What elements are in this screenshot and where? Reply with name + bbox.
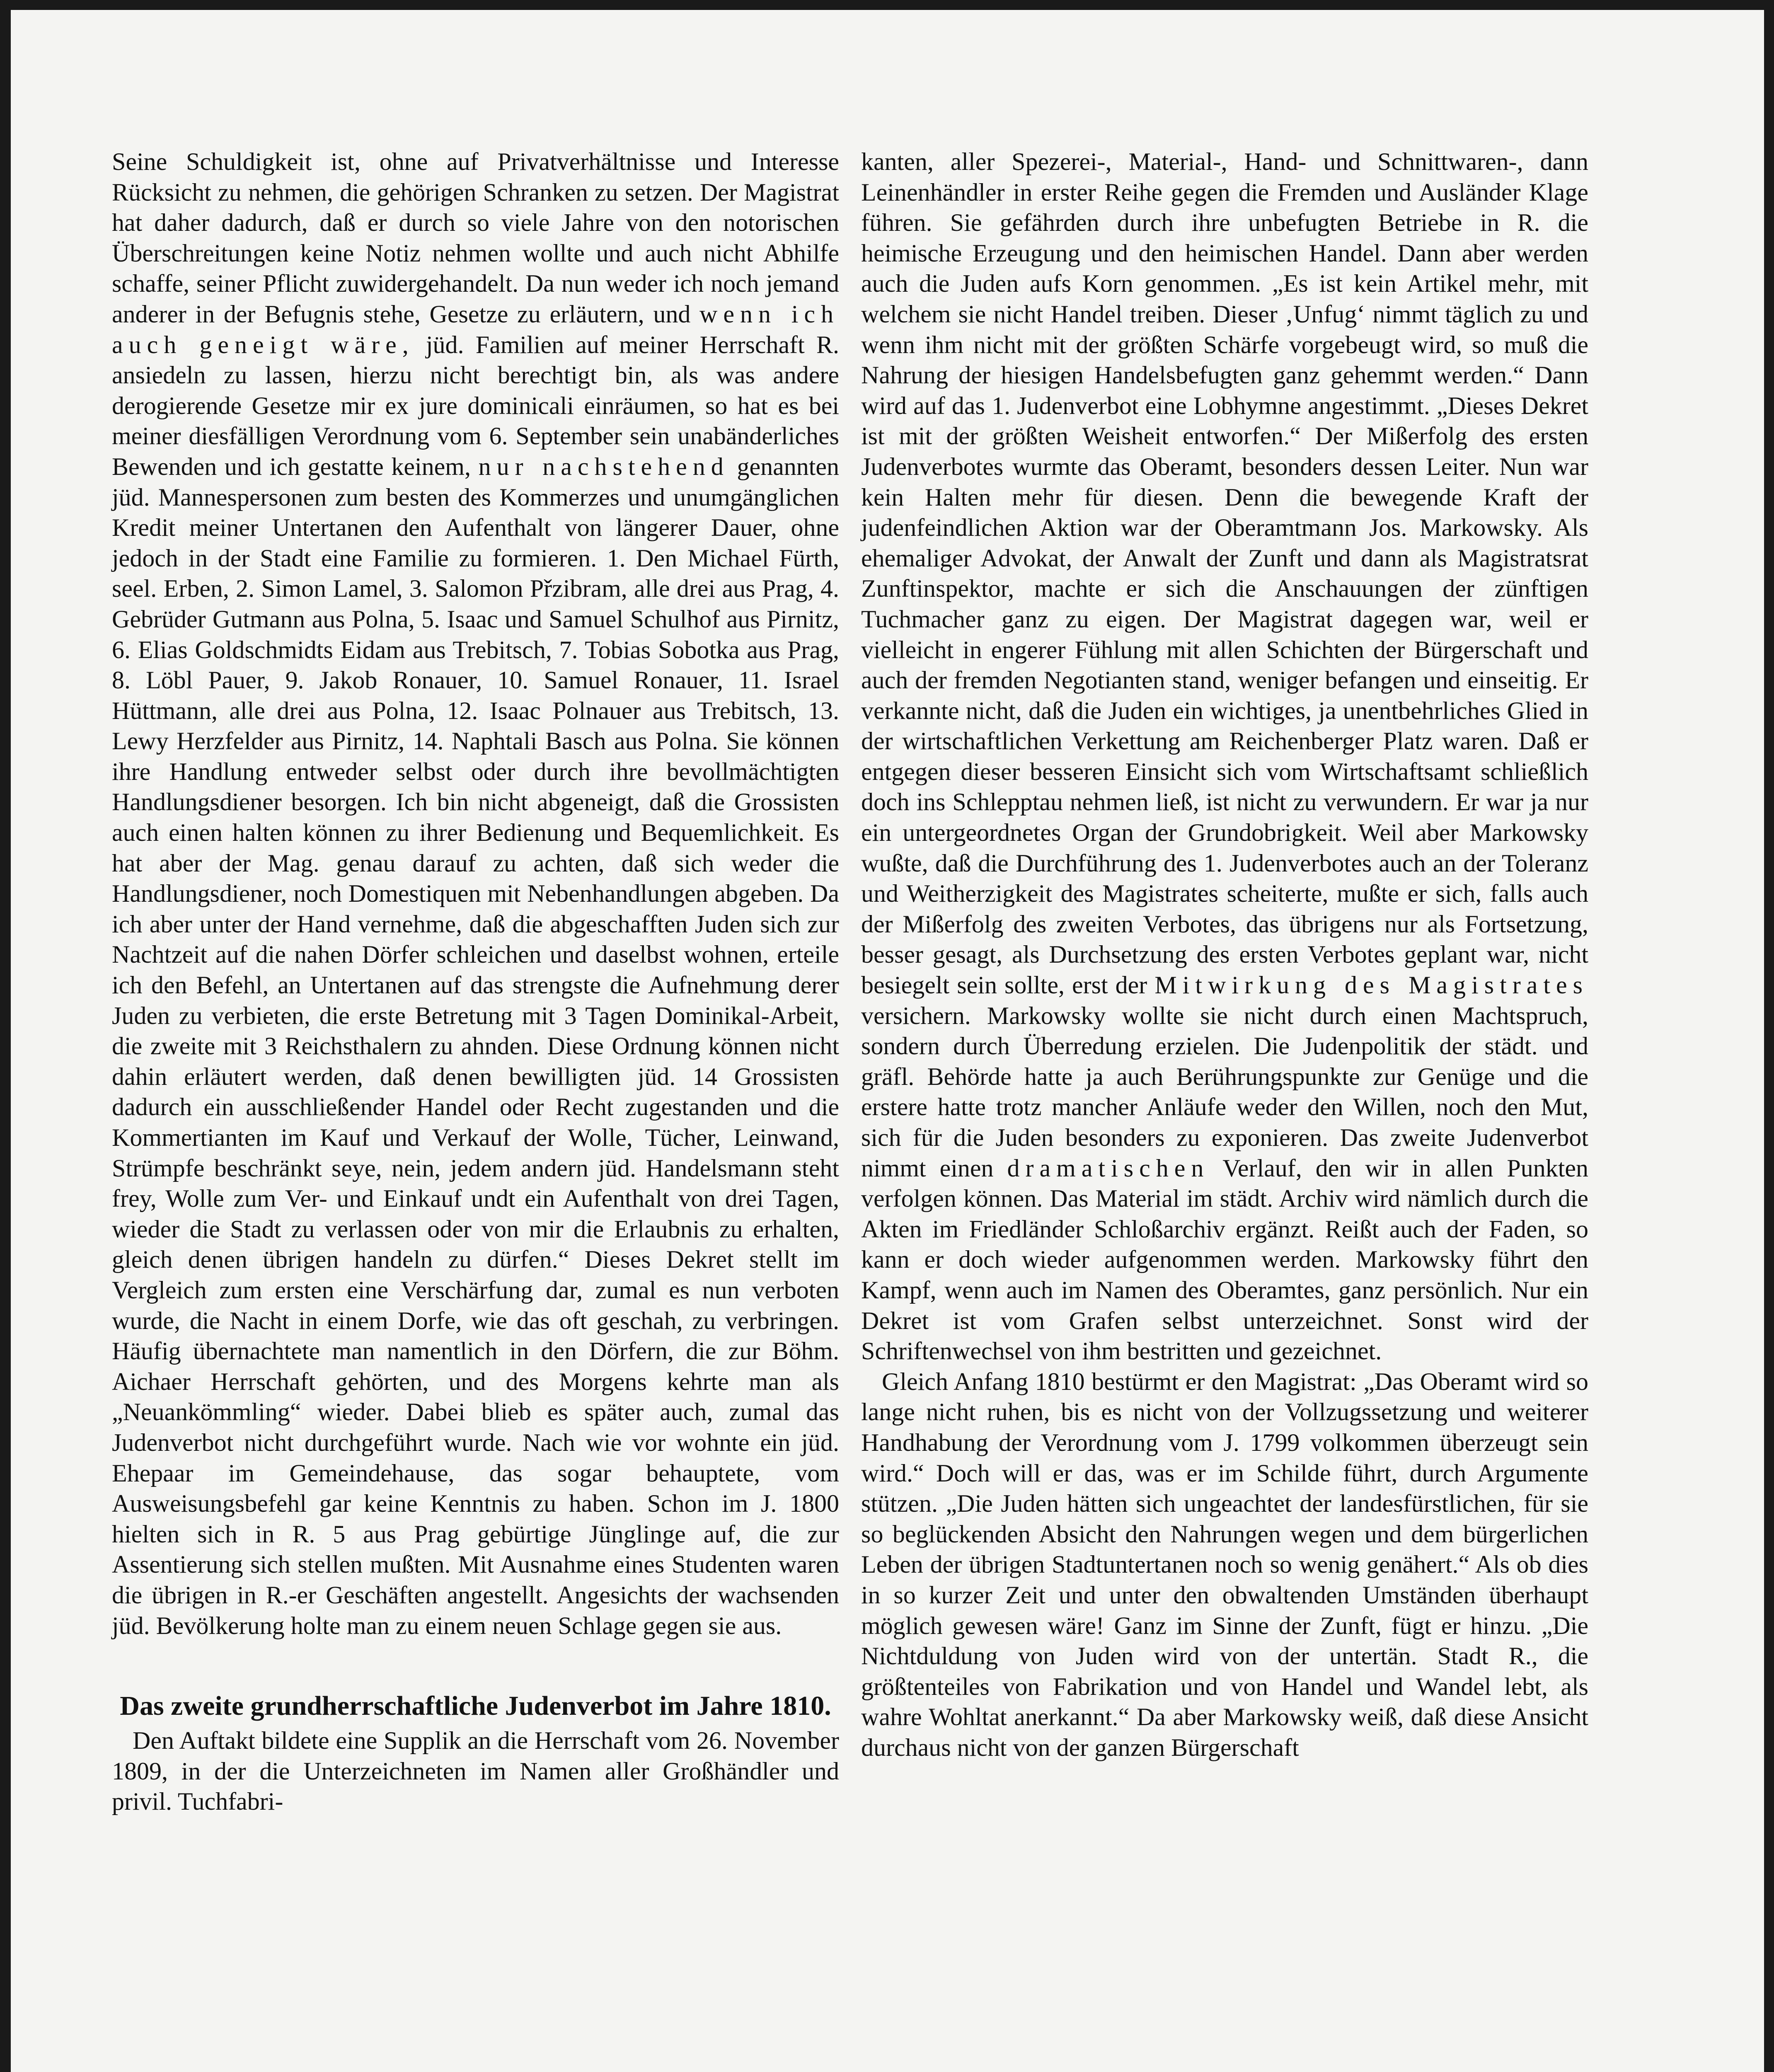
left-paragraph-1 <box>112 147 839 1641</box>
right-p1-emphasis-1: Mitwirkung des Magistrates <box>1154 971 1589 999</box>
left-column <box>112 147 839 1817</box>
left-p1-emphasis-2: nur nachstehend <box>478 453 729 480</box>
right-paragraph-1 <box>861 147 1588 1367</box>
right-p1-text-a: kanten, aller Spezerei-, Material-, Hand- und Schnittwaren-, dann Leinenhändler in erster Reihe gegen die Fremden und Ausländer Klage führen. Sie gefährden durch ihre unbefugten Betriebe in R. die heimische Erzeugung und den heimischen Handel. Dann aber werden auch die Juden aufs Korn genommen. „Es ist kein Artikel mehr, mit welchem sie nicht Handel treiben. Dieser ‚Unfug‘ nimmt täglich zu und wenn ihm nicht mit der größten Schärfe vorgebeugt wird, so muß die Nahrung der hiesigen Handelsbefugten ganz gehemmt werden.“ Dann wird auf das 1. Judenverbot eine Lobhymne angestimmt. „Dieses Dekret ist mit der größten Weisheit entworfen.“ Der Mißerfolg des ersten Judenverbotes wurmte das Oberamt, besonders dessen Leiter. Nun war kein Halten mehr für diesen. Denn die bewegende Kraft der judenfeindlichen Aktion war der Oberamtmann Jos. Markowsky. Als ehemaliger Advokat, der Anwalt der Zunft und dann als Magistratsrat Zunftinspektor, machte er sich die Anschauungen der zünftigen Tuchmacher ganz zu eigen. Der Magistrat dagegen war, weil er vielleicht in engerer Fühlung mit allen Schichten der Bürgerschaft und auch der fremden Negotianten stand, weniger befangen und einseitig. Er verkannte nicht, daß die Juden ein wichtiges, ja unentbehrliches Glied in der wirtschaftlichen Verkettung am Reichenberger Platz waren. Daß er entgegen dieser besseren Einsicht sich vom Wirtschaftsamt schließlich doch ins Schlepptau nehmen ließ, ist nicht zu verwundern. Er war ja nur ein untergeordnetes Organ der Grundobrigkeit. Weil aber Markowsky wußte, daß die Durchführung des 1. Judenverbotes auch an der Toleranz und Weitherzigkeit des Magistrates scheiterte, mußte er sich, falls auch der Mißerfolg des zweiten Verbotes, das übrigens nur als Fortsetzung, besser gesagt, als Durchsetzung des ersten Verbotes geplant war, nicht besiegelt sein sollte, erst der <box>861 148 1588 999</box>
right-p1-text-c: Verlauf, den wir in allen Punkten verfolgen können. Das Material im städt. Archiv wird nämlich durch die Akten im Friedländer Schloßarchiv ergänzt. Reißt auch der Faden, so kann er doch wieder aufgenommen werden. Markowsky führt den Kampf, wenn auch im Namen des Oberamtes, ganz persönlich. Nur ein Dekret ist vom Grafen selbst unterzeichnet. Sonst wird der Schriftenwechsel von ihm bestritten und gezeichnet. <box>861 1154 1589 1365</box>
right-p1-text-b: versichern. Markowsky wollte sie nicht durch einen Machtspruch, sondern durch Überredung erzielen. Die Judenpolitik der städt. und gräfl. Behörde hatte ja auch Berührungspunkte zur Genüge und die erstere hatte trotz mancher Anläufe weder den Willen, noch den Mut, sich für die Juden besonders zu exponieren. Das zweite Judenverbot nimmt einen <box>861 1002 1588 1182</box>
right-column <box>861 147 1588 1763</box>
right-p1-emphasis-2: dramatischen <box>1007 1154 1210 1182</box>
left-p1-emphasis-1: wenn ich auch geneigt wäre, <box>112 300 840 358</box>
page <box>11 10 1764 2072</box>
left-p1-text-b: jüd. Familien auf meiner Herrschaft R. ansiedeln zu lassen, hierzu nicht berechtigt bin, als was andere derogierende Gesetze mir ex jure dominicali einräumen, so hat es bei meiner diesfälligen Verordnung vom 6. September sein unabänderliches Bewenden und ich gestatte keinem, <box>112 331 839 480</box>
section-heading: Das zweite grundherrschaftliche Judenverbot im Jahre 1810. <box>120 1691 831 1721</box>
right-paragraph-2: Gleich Anfang 1810 bestürmt er den Magistrat: „Das Oberamt wird so lange nicht ruhen, bis es nicht von der Vollzugssetzung und weiterer Handhabung der Verordnung vom J. 1799 volkommen überzeugt sein wird.“ Doch will er das, was er im Schilde führt, durch Argumente stützen. „Die Juden hätten sich ungeachtet der landesfürstlichen, für sie so beglückenden Absicht den Nahrungen wegen und dem bürgerlichen Leben der übrigen Stadtuntertanen noch so wenig genähert.“ Als ob dies in so kurzer Zeit und unter den obwaltenden Umständen überhaupt möglich gewesen wäre! Ganz im Sinne der Zunft, fügt er hinzu. „Die Nichtduldung von Juden wird von der untertän. Stadt R., die größtenteiles von Fabrikation und von Handel und Wandel lebt, als wahre Wohltat anerkannt.“ Da aber Markowsky weiß, daß diese Ansicht durchaus nicht von der ganzen Bürgerschaft <box>861 1368 1588 1761</box>
left-paragraph-2: Den Auftakt bildete eine Supplik an die Herrschaft vom 26. November 1809, in der die Unterzeichneten im Namen aller Großhändler und privil. Tuchfabri- <box>112 1727 839 1815</box>
left-p1-text-a: Seine Schuldigkeit ist, ohne auf Privatverhältnisse und Interesse Rücksicht zu nehmen, die gehörigen Schranken zu setzen. Der Magistrat hat daher dadurch, daß er durch so viele Jahre von den notorischen Überschreitungen keine Notiz nehmen wollte und auch nicht Abhilfe schaffe, seiner Pflicht zuwidergehandelt. Da nun weder ich noch jemand anderer in der Befugnis stehe, Gesetze zu erläutern, und <box>112 148 839 328</box>
left-p1-text-c: genannten jüd. Mannespersonen zum besten des Kommerzes und unumgänglichen Kredit meiner Untertanen den Aufenthalt von längerer Dauer, ohne jedoch in der Stadt eine Familie zu formieren. 1. Den Michael Fürth, seel. Erben, 2. Simon Lamel, 3. Salomon Přzibram, alle drei aus Prag, 4. Gebrüder Gutmann aus Polna, 5. Isaac und Samuel Schulhof aus Pirnitz, 6. Elias Goldschmidts Eidam aus Trebitsch, 7. Tobias Sobotka aus Prag, 8. Löbl Pauer, 9. Jakob Ronauer, 10. Samuel Ronauer, 11. Israel Hüttmann, alle drei aus Polna, 12. Isaac Polnauer aus Trebitsch, 13. Lewy Herzfelder aus Pirnitz, 14. Naphtali Basch aus Polna. Sie können ihre Handlung entweder selbst oder durch ihre bevollmächtigten Handlungsdiener besorgen. Ich bin nicht abgeneigt, daß die Grossisten auch einen halten können zu ihrer Bedienung und Bequemlichkeit. Es hat aber der Mag. genau darauf zu achten, daß sich weder die Handlungsdiener, noch Domestiquen mit Nebenhandlungen abgeben. Da ich aber unter der Hand vernehme, daß die abgeschafften Juden sich zur Nachtzeit auf die nahen Dörfer schleichen und daselbst wohnen, erteile ich den Befehl, an Untertanen auf das strengste die Aufnehmung derer Juden zu verbieten, die erste Betretung mit 3 Tagen Dominikal-Arbeit, die zweite mit 3 Reichsthalern zu ahnden. Diese Ordnung können nicht dahin erläutert werden, daß denen bewilligten jüd. 14 Grossisten dadurch ein ausschließender Handel oder Recht zugestanden und die Kommertianten im Kauf und Verkauf der Wolle, Tücher, Leinwand, Strümpfe beschränkt seye, nein, jedem andern jüd. Handelsmann steht frey, Wolle zum Ver- und Einkauf undt ein Aufenthalt von drei Tagen, wieder die Stadt zu verlassen oder von mir die Erlaubnis zu erhalten, gleich denen übrigen handeln zu dürfen.“ Dieses Dekret stellt im Vergleich zum ersten eine Verschärfung dar, zumal es nun verboten wurde, die Nacht in einem Dorfe, wie das oft geschah, zu verbringen. Häufig übernachtete man namentlich in den Dörfern, die zur Böhm. Aichaer Herrschaft gehörten, und des Morgens kehrte man als „Neuankömmling“ wieder. Dabei blieb es später auch, zumal das Judenverbot nicht durchgeführt wurde. Nach wie vor wohnte ein jüd. Ehepaar im Gemeindehause, das sogar behauptete, vom Ausweisungsbefehl gar keine Kenntnis zu haben. Schon im J. 1800 hielten sich in R. 5 aus Prag gebürtige Jünglinge auf, die zur Assentierung sich stellen mußten. Mit Ausnahme eines Studenten waren die übrigen in R.-er Geschäften angestellt. Angesichts der wachsenden jüd. Bevölkerung holte man zu einem neuen Schlage gegen sie aus. <box>112 453 840 1639</box>
